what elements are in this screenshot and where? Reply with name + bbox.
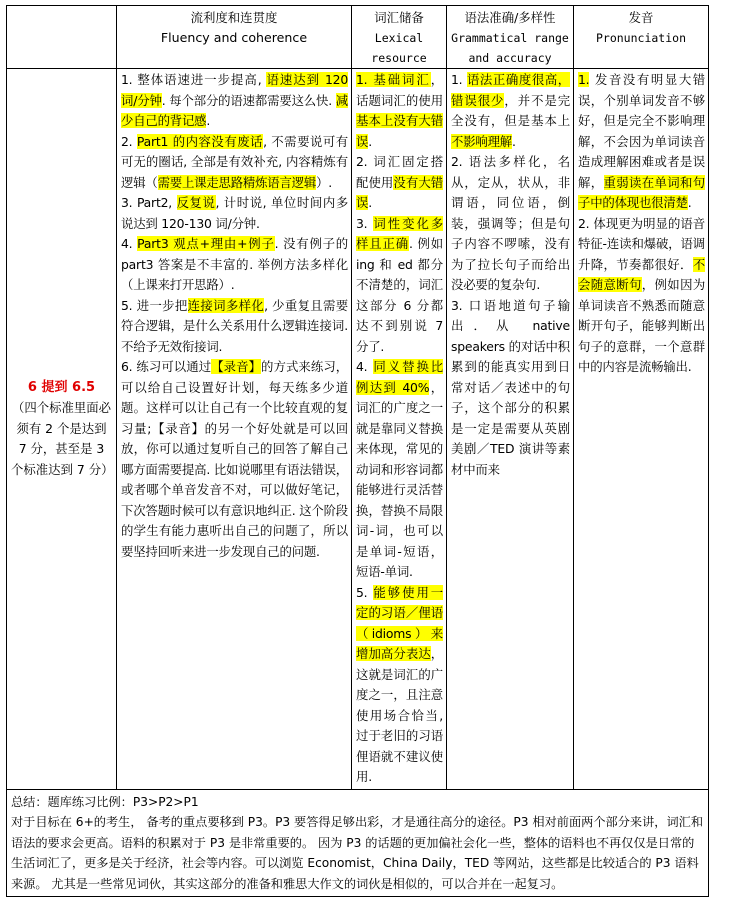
highlighted-text: 不影响理解 xyxy=(451,133,512,149)
band-row xyxy=(7,69,709,790)
lexical-item xyxy=(356,152,443,214)
fluency-cell xyxy=(117,69,352,790)
text-segment: ，例如因为单词读音不熟悉而随意断开句子，能够判断出句子的意群，一个意群中的内容是流畅输出. xyxy=(578,277,706,374)
header-lexical-en: Lexical resource xyxy=(371,31,427,65)
grammar-item xyxy=(451,152,570,296)
highlighted-text: 语速达到 120 词/分钟 xyxy=(121,72,348,108)
lexical-item xyxy=(356,357,443,583)
highlighted-text: 基本上没有大错误 xyxy=(356,113,443,149)
band-note: （四个标准里面必须有 2 个是达到 7 分，甚至是 3 个标准达到 7 分） xyxy=(11,400,114,477)
summary-title: 总结：题库练习比例：P3>P2>P1 xyxy=(11,794,199,809)
header-fluency-en: Fluency and coherence xyxy=(160,30,308,45)
header-empty-cell xyxy=(7,6,117,69)
fluency-item xyxy=(121,234,348,296)
fluency-item xyxy=(121,132,348,194)
highlighted-text: 连接词多样化 xyxy=(187,297,265,313)
pron-item xyxy=(578,214,705,378)
text-segment: 2. 体现更为明显的语音特征-连读和爆破，语调升降，节奏都很好． xyxy=(578,215,705,272)
text-segment: 3. xyxy=(356,215,374,231)
highlighted-text: 没有大错误 xyxy=(356,174,443,210)
criteria-table xyxy=(6,5,709,897)
highlighted-text: 不会随意断句 xyxy=(578,256,705,292)
text-segment: . 例如 ing 和 ed 都分不清楚的，词汇这部分 6 分都达不到别说 7 分了. xyxy=(356,236,443,354)
header-pronunciation xyxy=(574,6,709,69)
highlighted-text: 减少自己的背记感 xyxy=(121,92,348,128)
header-fluency xyxy=(117,6,352,69)
header-pron-zh: 发音 xyxy=(628,10,654,25)
pron-item xyxy=(578,70,705,214)
text-segment: 5. 进一步把 xyxy=(121,297,188,313)
text-segment: ，词汇的广度之一就是靠同义替换来体现，常见的动词和形容词都能够进行灵活替换，替换不局限词-词，也可以是单词-短语，短语-单词. xyxy=(356,379,443,579)
text-segment: 2. 词汇固定搭配使用 xyxy=(356,154,443,190)
text-segment: . xyxy=(687,195,692,210)
text-segment: 1. 整体语速进一步提高, xyxy=(121,72,267,87)
band-label-cell xyxy=(7,69,117,790)
header-lexical-zh: 词汇储备 xyxy=(374,10,424,25)
fluency-item xyxy=(121,70,348,132)
text-segment: 1. xyxy=(451,72,467,87)
pronunciation-cell xyxy=(574,69,709,790)
text-segment: . xyxy=(368,133,372,149)
text-segment: . 没有例子的 part3 答案是不丰富的. 举例方法多样化（上课来打开思路）. xyxy=(121,236,348,292)
text-segment: 发音没有明显大错误，个别单词发音不够好，但是完全不影响理解，不会因为单词读音造成理解困难或者是误解， xyxy=(578,72,705,190)
lexical-cell xyxy=(352,69,447,790)
lexical-item xyxy=(356,214,443,358)
highlighted-text: Part3 观点+理由+例子 xyxy=(137,236,275,251)
text-segment: ，这就是词汇的广度之一，且注意使用场合恰当, 过于老旧的习语俚语就不建议使用. xyxy=(356,646,443,784)
text-segment: 6. 练习可以通过 xyxy=(121,359,212,374)
highlighted-text: Part1 的内容没有废话 xyxy=(136,133,264,149)
highlighted-text: 重弱读在单词和句子中的体现也很清楚 xyxy=(578,174,705,210)
grammar-item xyxy=(451,296,570,481)
highlighted-text: 能够使用一定的习语／俚语（idioms）来增加高分表达 xyxy=(356,584,443,661)
text-segment: . xyxy=(511,133,516,149)
fluency-item xyxy=(121,296,348,358)
header-grammar-zh: 语法准确/多样性 xyxy=(464,10,556,25)
text-segment: 4. xyxy=(356,359,374,374)
grammar-cell xyxy=(447,69,574,790)
highlighted-text: 语法正确度很高，错误很少 xyxy=(451,72,570,108)
highlighted-text: 反复说 xyxy=(176,195,216,210)
text-segment: ，并不是完全没有，但是基本上 xyxy=(451,92,570,128)
header-grammar xyxy=(447,6,574,69)
text-segment: . 每个部分的语速都需要这么快. xyxy=(161,92,336,108)
text-segment: . xyxy=(368,195,372,210)
highlighted-text: 需要上课走思路精炼语言逻辑 xyxy=(157,174,317,190)
summary-body: 对于目标在 6+的考生， 备考的重点要移到 P3。P3 要答得足够出彩，才是通往高分的途径。P3 相对前面两个部分来讲，词汇和语法的要求会更高。语料的积累对于 P3 是非常重要的。 因为 P3 的话题的更加偏社会化一些，整体的语料也不再仅仅是日常的生活词汇了，更多是关于经济，社会等内容。可以浏览 Economist，China Daily，TED 等网站，这些都是比较适合的 P3 语料来源。 尤其是一些常见词伙，其实这部分的准备和雅思大作文的词伙是相似的，可以合并在一起复习。 xyxy=(11,815,704,891)
grammar-item xyxy=(451,70,570,152)
highlighted-text: 同义替换比例达到 40% xyxy=(356,359,443,395)
text-segment: , 计时说, 单位时间内多说达到 120-130 词/分钟. xyxy=(121,195,349,231)
band-title: 6 提到 6.5 xyxy=(27,379,96,395)
highlighted-text: 1. 基础词汇 xyxy=(356,72,431,87)
highlighted-text: 1. xyxy=(578,72,590,87)
text-segment: 5. xyxy=(356,584,374,600)
highlighted-text: 【录音】 xyxy=(211,359,262,374)
text-segment: 2. 语法多样化，名从，定从，状从，非谓语，同位语，倒装，强调等；但是句子内容不啰嗦，没有为了拉长句子而给出没必要的复杂句. xyxy=(451,154,570,292)
header-grammar-en: Grammatical range and accuracy xyxy=(451,31,569,65)
header-pron-en: Pronunciation xyxy=(595,31,686,45)
text-segment: , 少重复且需要符合逻辑，是什么关系用什么逻辑连接词. 不给予无效衔接词. xyxy=(121,297,348,354)
fluency-item xyxy=(121,357,348,562)
text-segment: 3. Part2, xyxy=(121,195,177,210)
text-segment: ，话题词汇的使用 xyxy=(356,72,443,108)
text-segment: ）. xyxy=(316,174,332,190)
text-segment: . xyxy=(206,113,211,128)
text-segment: , 不需要说可有可无的圈话, 全部是有效补充, 内容精炼有逻辑（ xyxy=(121,133,348,190)
fluency-item xyxy=(121,193,348,234)
lexical-item xyxy=(356,70,443,152)
header-row xyxy=(7,6,709,69)
header-lexical xyxy=(352,6,447,69)
lexical-item xyxy=(356,583,443,788)
header-fluency-zh: 流利度和连贯度 xyxy=(190,10,278,25)
text-segment: 的方式来练习，可以给自己设置好计划，每天练多少道题。这样可以让自己有一个比较直观的复习量;【录音】的另一个好处就是可以回放，你可以通过复听自己的回答了解自己哪方面需要提高. 比如说哪里有语法错误，或者哪个单音发音不对，可以做好笔记，下次答题时候可以有意识地纠正. 这个阶段的学生有能力惠听出自己的问题了，所以要坚持回听来进一步发现自己的问题. xyxy=(121,359,348,559)
text-segment: 4. xyxy=(121,236,138,251)
highlighted-text: 词性变化多样且正确 xyxy=(356,215,443,251)
text-segment: 3. 口语地道句子输出．从 native speakers 的对话中积累到的能真实用到日常对话／表述中的句子，这个部分的积累是一定是需要从英剧美剧／TED 演讲等素材中而来 xyxy=(451,297,570,477)
text-segment: 2. xyxy=(121,133,137,149)
